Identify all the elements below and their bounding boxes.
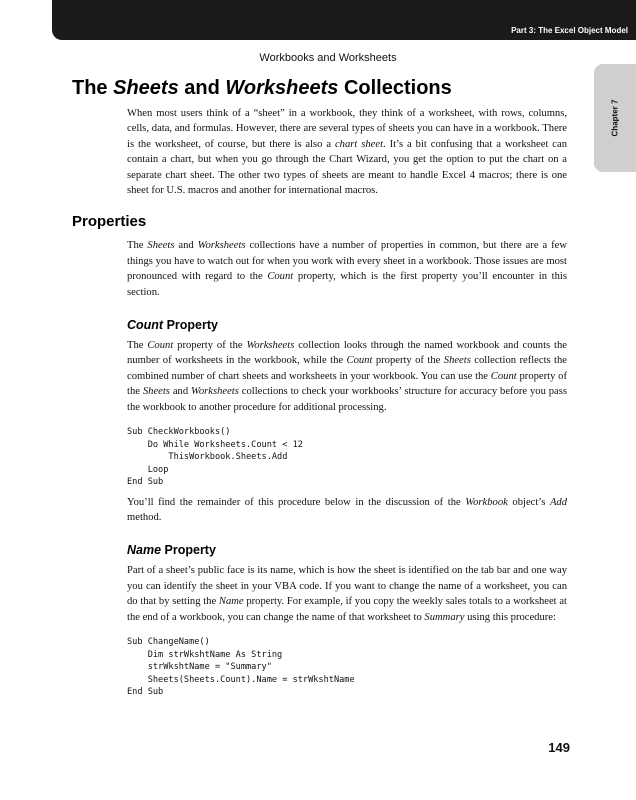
running-head: Workbooks and Worksheets — [259, 52, 397, 64]
title-part: Collections — [338, 77, 452, 99]
properties-heading: Properties — [72, 213, 147, 231]
emphasis: Worksheets — [191, 386, 239, 398]
text-run: and — [169, 386, 192, 398]
emphasis: Name — [218, 596, 244, 608]
text-run: Part of a sheet’s public face is its name, which is how the sheet is identified on the tab bar and one way you can identify the sheet in your VBA code. If you want to change the name of a worksheet, you can do that by setting the — [127, 565, 567, 608]
text-run: property of the — [372, 355, 444, 367]
text-run: You’ll find the remainder of this procedure below in the discussion of the — [127, 496, 466, 508]
emphasis: Worksheets — [246, 340, 295, 352]
text-run: The — [127, 340, 148, 352]
heading-emphasis: Name — [127, 543, 162, 558]
text-run: The — [127, 240, 148, 252]
text-run: property of the — [173, 340, 247, 352]
text-run: . It’s a bit confusing that a worksheet can contain a chart, but when you go through the Chart Wizard, you get the option to put the chart on a separate chart sheet. The other two types of sheets are meant to handle Excel 4 macros; there is one sheet for U.S. macros and another for international macros. — [127, 138, 568, 197]
emphasis: Workbook — [465, 496, 508, 508]
text-run: property, which is the first property you’ll encounter in this section. — [127, 271, 567, 298]
code-block-check-workbooks: Sub CheckWorkbooks() Do While Worksheets.Count < 12 ThisWorkbook.Sheets.Add Loop End Sub — [127, 427, 303, 488]
page-number: 149 — [548, 740, 570, 755]
emphasis: Count — [346, 355, 373, 367]
title-part: The — [72, 77, 114, 99]
code-block-change-name: Sub ChangeName() Dim strWkshtName As String strWkshtName = "Summary" Sheets(Sheets.Count).Name = strWkshtName End Sub — [127, 637, 355, 698]
heading-text: Property — [163, 318, 218, 333]
emphasis: Count — [490, 370, 517, 382]
part-label: Part 3: The Excel Object Model — [511, 26, 628, 35]
text-run: property. For example, if you copy the weekly sales totals to a worksheet at the end of a workbook, you can change the name of that worksheet to — [127, 596, 567, 623]
emphasis: Sheets — [147, 240, 175, 252]
count-paragraph — [127, 338, 567, 415]
title-part: and — [178, 77, 226, 99]
emphasis: Summary — [424, 611, 465, 623]
chapter-tab-label: Chapter 7 — [610, 99, 620, 137]
text-run: collections to check your workbooks’ structure for accuracy before you pass the workbook to another procedure for additional processing. — [127, 386, 568, 413]
page-content — [72, 74, 592, 699]
text-run: property of the — [127, 370, 567, 398]
intro-paragraph — [127, 106, 567, 198]
page-title — [72, 74, 592, 102]
text-run: collections have a number of properties in common, but there are a few things you have to watch out for when you work with every sheet in a workbook. Those issues are most pronounced with regard to the — [127, 240, 567, 283]
properties-paragraph — [127, 238, 567, 300]
count-property-heading — [127, 316, 592, 334]
emphasis: Worksheets — [197, 240, 246, 252]
emphasis: Sheets — [142, 386, 170, 398]
text-run: method. — [127, 512, 162, 523]
text-run: collection looks through the named workbook and counts the number of worksheets in the workbook, while the — [127, 340, 567, 367]
count-followup-paragraph — [127, 495, 567, 526]
emphasis: Count — [267, 271, 294, 283]
text-run: using this procedure: — [464, 611, 556, 623]
text-run: and — [174, 240, 198, 252]
text-run: collection reflects the combined number of chart sheets and worksheets in your workbook. You can use the — [127, 355, 567, 382]
heading-text: Property — [161, 543, 216, 558]
emphasis: Sheets — [443, 355, 471, 367]
emphasis: Add — [549, 496, 568, 508]
header-bar — [52, 0, 636, 40]
emphasis: chart sheet — [334, 138, 384, 150]
title-emphasis: Worksheets — [225, 77, 339, 99]
heading-emphasis: Count — [127, 318, 164, 333]
chapter-tab — [594, 64, 636, 172]
text-run: When most users think of a “sheet” in a workbook, they think of a worksheet, with rows, columns, cells, data, and formulas. However, there are several types of sheets you can have in a workbook. There is the worksheet, of course, but there is also a — [127, 108, 567, 150]
emphasis: Count — [147, 340, 174, 352]
name-property-heading — [127, 541, 592, 559]
text-run: object’s — [507, 496, 550, 508]
title-emphasis: Sheets — [113, 77, 179, 99]
name-paragraph — [127, 563, 567, 625]
